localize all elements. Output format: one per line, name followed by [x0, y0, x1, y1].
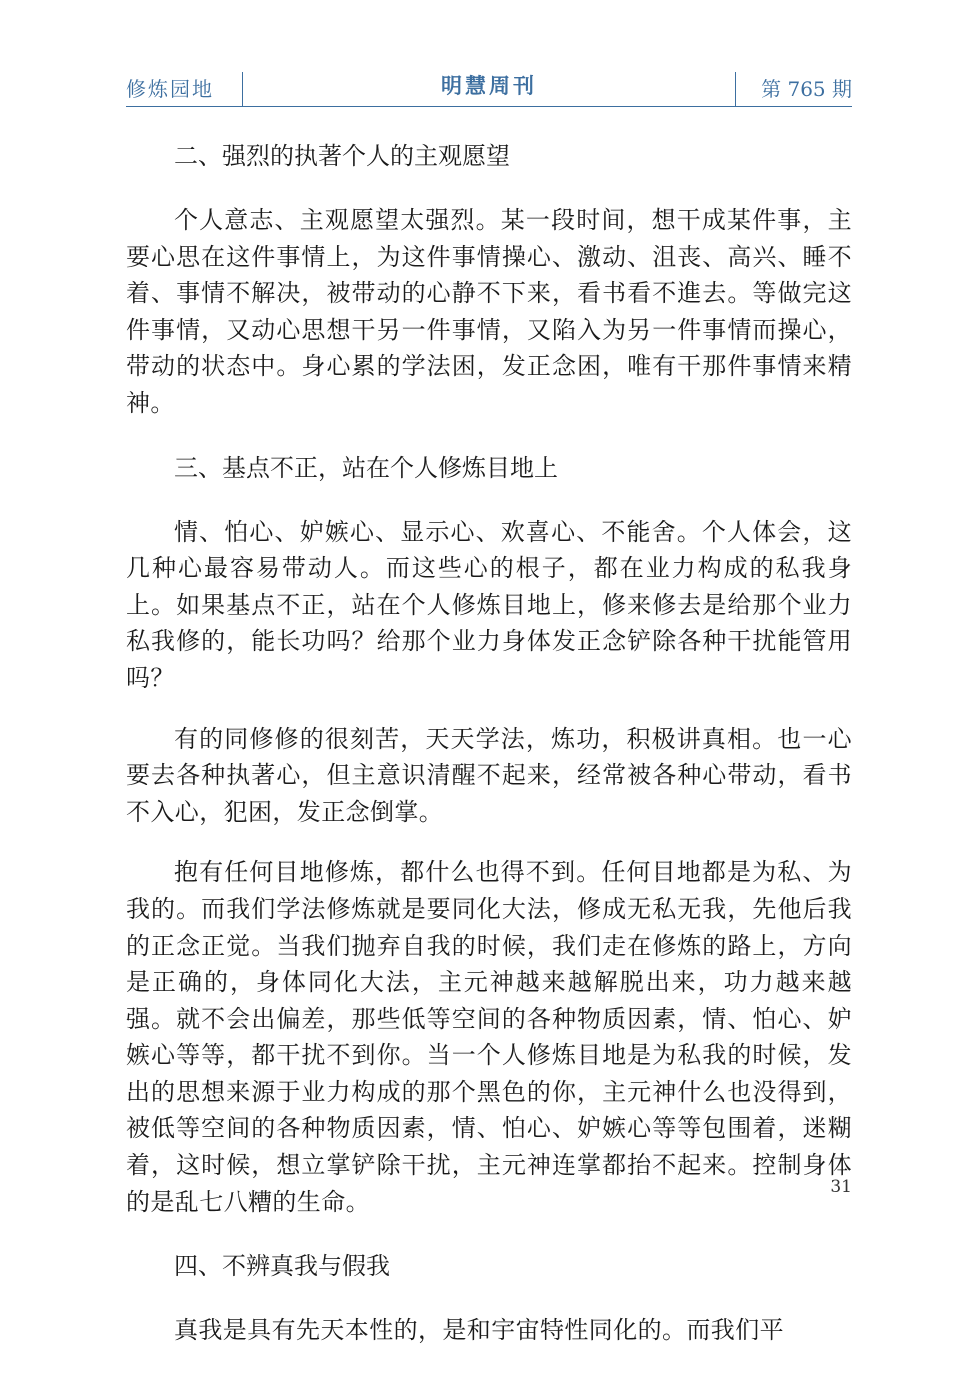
paragraph: 有的同修修的很刻苦，天天学法，炼功，积极讲真相。也一心要去各种执著心，但主意识清醒不起来，经常被各种心带动，看书不入心，犯困，发正念倒掌。 [126, 724, 852, 826]
publication-title: 明慧周刊 [441, 74, 537, 98]
page-header [126, 66, 852, 107]
page-number: 31 [830, 1177, 852, 1197]
paragraph: 真我是具有先天本性的，是和宇宙特性同化的。而我们平 [174, 1316, 784, 1345]
section-4 [126, 1244, 852, 1349]
paragraph: 个人意志、主观愿望太强烈。某一段时间，想干成某件事，主要心思在这件事情上，为这件事情操心、激动、沮丧、高兴、睡不着、事情不解决，被带动的心静不下来，看书看不進去。等做完这件事情，又动心思想干另一件事情，又陷入为另一件事情而操心，带动的状态中。身心累的学法困，发正念困，唯有干那件事情来精神。 [126, 206, 852, 417]
section-heading: 二、强烈的执著个人的主观愿望 [174, 142, 510, 170]
section-heading: 四、不辨真我与假我 [174, 1252, 390, 1281]
section-3 [126, 446, 852, 1221]
paragraph: 抱有任何目地修炼，都什么也得不到。任何目地都是为私、为我的。而我们学法修炼就是要同化大法，修成无私无我，先他后我的正念正觉。当我们抛弃自我的时候，我们走在修炼的路上，方向是正确的，身体同化大法，主元神越来越解脱出来，功力越来越强。就不会出偏差，那些低等空间的各种物质因素，情、怕心、妒嫉心等等，都干扰不到你。当一个人修炼目地是为私我的时候，发出的思想来源于业力构成的那个黑色的你，主元神什么也没得到，被低等空间的各种物质因素，情、怕心、妒嫉心等等包围着，迷糊着，这时候，想立掌铲除干扰，主元神连掌都抬不起来。控制身体的是乱七八糟的生命。 [126, 858, 852, 1216]
section-name: 修炼园地 [126, 72, 243, 106]
section-2 [126, 134, 852, 422]
section-heading: 三、基点不正，站在个人修炼目地上 [174, 453, 558, 482]
paragraph: 情、怕心、妒嫉心、显示心、欢喜心、不能舍。个人体会，这几种心最容易带动人。而这些心的根子，都在业力构成的私我身上。如果基点不正，站在个人修炼目地上，修来修去是给那个业力私我修的，能长功吗？给那个业力身体发正念铲除各种干扰能管用吗？ [126, 517, 852, 692]
article-body [126, 134, 852, 1373]
issue-number: 第 765 期 [735, 72, 852, 106]
